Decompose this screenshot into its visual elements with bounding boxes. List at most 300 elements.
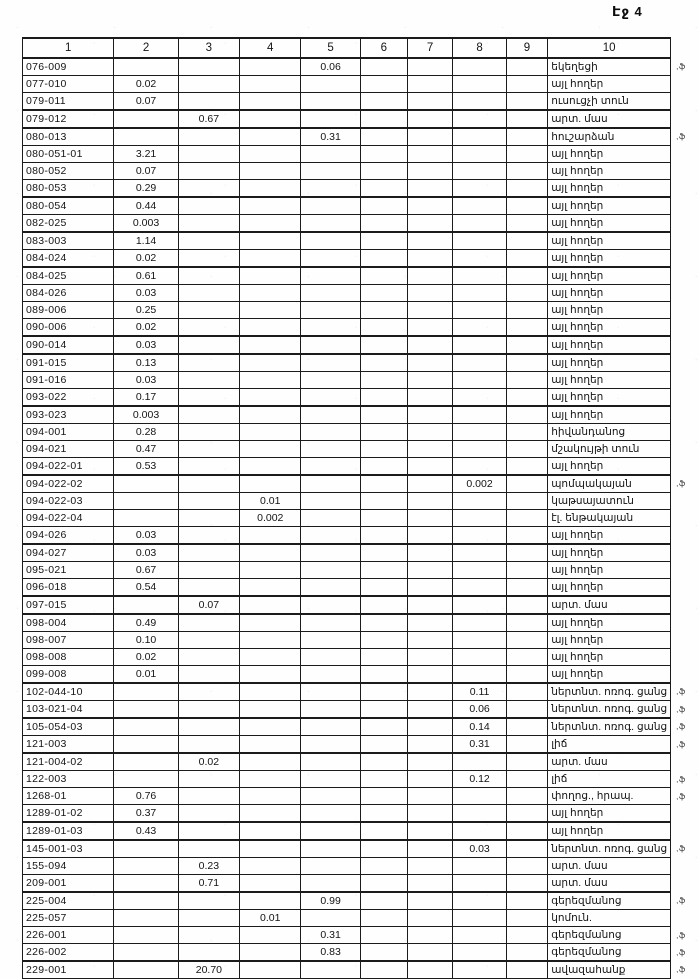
margin-note: ,ֆ <box>676 896 686 906</box>
column-header-1: 1 <box>23 38 114 58</box>
margin-note: ,ֆ <box>676 739 686 749</box>
parcel-code-cell: 094-001 <box>23 424 114 441</box>
area-value-cell <box>453 944 507 962</box>
area-value-cell <box>407 267 452 285</box>
area-value-cell <box>407 406 452 424</box>
area-value-cell <box>506 354 547 372</box>
table-row <box>23 632 699 649</box>
parcel-code-cell: 080-053 <box>23 180 114 198</box>
land-type-cell: այլ հողեր <box>548 302 671 319</box>
margin-note <box>671 319 699 337</box>
area-value-cell <box>407 250 452 268</box>
table-row <box>23 458 699 476</box>
area-value-cell <box>453 319 507 337</box>
land-type-cell: այլ հողեր <box>548 458 671 476</box>
area-value-cell <box>506 961 547 979</box>
area-value-cell <box>506 128 547 146</box>
land-type-cell: այլ հողեր <box>548 666 671 684</box>
area-value-cell <box>407 858 452 875</box>
parcel-code-cell: 094-022-04 <box>23 510 114 527</box>
area-value-cell <box>178 822 239 840</box>
area-value-cell: 0.31 <box>301 927 360 944</box>
area-value-cell <box>240 632 301 649</box>
land-type-cell: այլ հողեր <box>548 822 671 840</box>
land-type-cell: այլ հողեր <box>548 354 671 372</box>
table-row <box>23 232 699 250</box>
area-value-cell <box>453 892 507 910</box>
area-value-cell <box>301 475 360 493</box>
area-value-cell <box>360 215 407 233</box>
area-value-cell <box>360 562 407 579</box>
land-type-cell: հիվանդանոց <box>548 424 671 441</box>
parcel-code-cell: 094-027 <box>23 544 114 562</box>
area-value-cell <box>407 649 452 666</box>
area-value-cell <box>178 389 239 407</box>
area-value-cell <box>506 544 547 562</box>
table-row <box>23 58 699 76</box>
area-value-cell <box>506 649 547 666</box>
area-value-cell: 0.02 <box>114 649 178 666</box>
land-type-cell: ներտնտ. ոռոգ. ցանց <box>548 683 671 701</box>
area-value-cell <box>360 180 407 198</box>
area-value-cell <box>453 927 507 944</box>
area-value-cell <box>114 510 178 527</box>
area-value-cell <box>360 110 407 128</box>
area-value-cell: 0.06 <box>301 58 360 76</box>
area-value-cell <box>360 840 407 858</box>
area-value-cell <box>114 683 178 701</box>
area-value-cell: 0.99 <box>301 892 360 910</box>
area-value-cell <box>453 666 507 684</box>
area-value-cell <box>178 840 239 858</box>
area-value-cell <box>240 336 301 354</box>
area-value-cell <box>178 701 239 719</box>
area-value-cell <box>240 354 301 372</box>
area-value-cell <box>301 232 360 250</box>
area-value-cell <box>506 753 547 771</box>
parcel-code-cell: 091-015 <box>23 354 114 372</box>
area-value-cell <box>407 510 452 527</box>
area-value-cell <box>407 910 452 927</box>
area-value-cell <box>360 961 407 979</box>
land-type-cell: արտ. մաս <box>548 858 671 875</box>
area-value-cell: 0.003 <box>114 215 178 233</box>
area-value-cell <box>360 146 407 163</box>
area-value-cell <box>178 302 239 319</box>
area-value-cell <box>407 753 452 771</box>
parcel-code-cell: 091-016 <box>23 372 114 389</box>
area-value-cell: 0.01 <box>240 493 301 510</box>
table-row <box>23 197 699 215</box>
area-value-cell <box>506 319 547 337</box>
area-value-cell <box>506 632 547 649</box>
area-value-cell <box>360 892 407 910</box>
margin-note <box>671 267 699 285</box>
area-value-cell <box>240 875 301 893</box>
area-value-cell: 0.17 <box>114 389 178 407</box>
area-value-cell <box>506 683 547 701</box>
area-value-cell <box>360 544 407 562</box>
area-value-cell <box>407 76 452 93</box>
area-value-cell: 0.43 <box>114 822 178 840</box>
area-value-cell <box>178 128 239 146</box>
area-value-cell <box>407 614 452 632</box>
parcel-code-cell: 105-054-03 <box>23 718 114 736</box>
area-value-cell <box>178 232 239 250</box>
area-value-cell <box>114 892 178 910</box>
area-value-cell <box>360 614 407 632</box>
area-value-cell <box>240 58 301 76</box>
area-value-cell: 0.03 <box>114 527 178 545</box>
land-type-cell: այլ հողեր <box>548 76 671 93</box>
area-value-cell: 0.23 <box>178 858 239 875</box>
area-value-cell <box>240 146 301 163</box>
margin-note <box>671 406 699 424</box>
area-value-cell <box>453 493 507 510</box>
table-row <box>23 579 699 597</box>
area-value-cell <box>407 180 452 198</box>
area-value-cell <box>178 441 239 458</box>
area-value-cell <box>240 406 301 424</box>
area-value-cell <box>301 267 360 285</box>
land-type-cell: ավազահանք <box>548 961 671 979</box>
area-value-cell <box>407 128 452 146</box>
area-value-cell <box>301 76 360 93</box>
area-value-cell <box>360 527 407 545</box>
land-type-cell: լիճ <box>548 771 671 788</box>
table-row <box>23 805 699 823</box>
margin-note <box>671 389 699 407</box>
parcel-code-cell: 080-013 <box>23 128 114 146</box>
parcel-code-cell: 079-012 <box>23 110 114 128</box>
area-value-cell <box>178 666 239 684</box>
area-value-cell <box>301 163 360 180</box>
area-value-cell <box>301 285 360 302</box>
area-value-cell <box>178 475 239 493</box>
area-value-cell <box>301 579 360 597</box>
parcel-code-cell: 077-010 <box>23 76 114 93</box>
margin-note <box>671 146 699 163</box>
area-value-cell <box>360 354 407 372</box>
land-type-cell: այլ հողեր <box>548 649 671 666</box>
parcel-code-cell: 094-021 <box>23 441 114 458</box>
area-value-cell <box>301 649 360 666</box>
area-value-cell <box>360 441 407 458</box>
area-value-cell <box>407 892 452 910</box>
area-value-cell <box>301 632 360 649</box>
area-value-cell <box>360 58 407 76</box>
area-value-cell <box>360 76 407 93</box>
area-value-cell <box>506 475 547 493</box>
area-value-cell <box>360 579 407 597</box>
parcel-code-cell: 103-021-04 <box>23 701 114 719</box>
area-value-cell <box>407 354 452 372</box>
area-value-cell <box>301 493 360 510</box>
land-type-cell: այլ հողեր <box>548 579 671 597</box>
parcel-code-cell: 225-004 <box>23 892 114 910</box>
area-value-cell <box>407 718 452 736</box>
area-value-cell <box>360 319 407 337</box>
area-value-cell <box>506 163 547 180</box>
parcel-code-cell: 080-054 <box>23 197 114 215</box>
area-value-cell <box>240 180 301 198</box>
area-value-cell <box>453 354 507 372</box>
area-value-cell <box>453 910 507 927</box>
land-type-cell: այլ հողեր <box>548 527 671 545</box>
area-value-cell <box>360 683 407 701</box>
area-value-cell <box>506 302 547 319</box>
area-value-cell <box>178 458 239 476</box>
margin-note: ,ֆ <box>676 132 686 142</box>
margin-note <box>671 232 699 250</box>
area-value-cell <box>506 389 547 407</box>
land-type-cell: այլ հողեր <box>548 336 671 354</box>
area-value-cell <box>453 753 507 771</box>
area-value-cell <box>240 596 301 614</box>
parcel-code-cell: 076-009 <box>23 58 114 76</box>
area-value-cell <box>407 961 452 979</box>
area-value-cell <box>114 875 178 893</box>
land-type-cell: ուսուցչի տուն <box>548 93 671 111</box>
area-value-cell: 0.01 <box>240 910 301 927</box>
area-value-cell <box>301 441 360 458</box>
area-value-cell <box>178 354 239 372</box>
column-header-6: 6 <box>360 38 407 58</box>
area-value-cell <box>407 579 452 597</box>
area-value-cell <box>360 822 407 840</box>
area-value-cell: 0.14 <box>453 718 507 736</box>
area-value-cell <box>407 875 452 893</box>
parcel-code-cell: 122-003 <box>23 771 114 788</box>
area-value-cell: 0.54 <box>114 579 178 597</box>
area-value-cell <box>301 910 360 927</box>
area-value-cell <box>453 649 507 666</box>
area-value-cell <box>301 596 360 614</box>
parcel-code-cell: 097-015 <box>23 596 114 614</box>
area-value-cell <box>407 58 452 76</box>
margin-note <box>671 579 699 597</box>
area-value-cell <box>506 372 547 389</box>
area-value-cell <box>453 285 507 302</box>
area-value-cell <box>240 389 301 407</box>
area-value-cell <box>407 285 452 302</box>
area-value-cell <box>407 805 452 823</box>
area-value-cell <box>453 424 507 441</box>
area-value-cell <box>178 562 239 579</box>
land-type-cell: էլ. ենթակայան <box>548 510 671 527</box>
margin-note <box>671 424 699 441</box>
table-row <box>23 562 699 579</box>
area-value-cell <box>360 475 407 493</box>
area-value-cell <box>301 458 360 476</box>
table-row <box>23 372 699 389</box>
land-type-cell: այլ հողեր <box>548 562 671 579</box>
margin-note <box>671 93 699 111</box>
area-value-cell <box>178 510 239 527</box>
area-value-cell <box>301 197 360 215</box>
area-value-cell <box>453 215 507 233</box>
area-value-cell <box>506 822 547 840</box>
area-value-cell: 0.10 <box>114 632 178 649</box>
margin-note <box>671 250 699 268</box>
area-value-cell <box>407 441 452 458</box>
land-type-cell: այլ հողեր <box>548 285 671 302</box>
area-value-cell <box>178 197 239 215</box>
area-value-cell <box>407 666 452 684</box>
area-value-cell <box>453 336 507 354</box>
area-value-cell <box>178 771 239 788</box>
area-value-cell: 0.53 <box>114 458 178 476</box>
area-value-cell <box>506 875 547 893</box>
area-value-cell <box>301 319 360 337</box>
margin-spacer <box>671 38 699 58</box>
column-header-7: 7 <box>407 38 452 58</box>
land-type-cell: այլ հողեր <box>548 389 671 407</box>
area-value-cell <box>360 910 407 927</box>
area-value-cell: 0.44 <box>114 197 178 215</box>
area-value-cell <box>506 840 547 858</box>
area-value-cell <box>240 424 301 441</box>
margin-note: ,ֆ <box>676 62 686 72</box>
parcel-code-cell: 1289-01-03 <box>23 822 114 840</box>
area-value-cell <box>506 250 547 268</box>
area-value-cell <box>407 302 452 319</box>
land-type-cell: ներտնտ. ոռոգ. ցանց <box>548 840 671 858</box>
area-value-cell <box>301 614 360 632</box>
area-value-cell: 0.07 <box>114 163 178 180</box>
area-value-cell <box>407 596 452 614</box>
area-value-cell <box>360 858 407 875</box>
area-value-cell <box>360 250 407 268</box>
land-type-cell: այլ հողեր <box>548 250 671 268</box>
area-value-cell <box>178 527 239 545</box>
area-value-cell <box>360 753 407 771</box>
area-value-cell <box>506 406 547 424</box>
area-value-cell <box>407 475 452 493</box>
area-value-cell <box>407 944 452 962</box>
area-value-cell: 0.02 <box>114 250 178 268</box>
area-value-cell <box>301 718 360 736</box>
margin-note <box>671 163 699 180</box>
area-value-cell <box>453 614 507 632</box>
parcel-code-cell: 226-002 <box>23 944 114 962</box>
table-row <box>23 596 699 614</box>
land-type-cell: կոմուն. <box>548 910 671 927</box>
area-value-cell: 0.03 <box>114 544 178 562</box>
area-value-cell <box>407 319 452 337</box>
area-value-cell <box>178 632 239 649</box>
area-value-cell <box>114 128 178 146</box>
table-row <box>23 302 699 319</box>
area-value-cell <box>453 544 507 562</box>
area-value-cell <box>114 58 178 76</box>
margin-note <box>671 910 699 927</box>
area-value-cell <box>240 128 301 146</box>
land-type-cell: գերեզմանոց <box>548 944 671 962</box>
area-value-cell <box>178 579 239 597</box>
area-value-cell <box>360 336 407 354</box>
land-type-cell: այլ հողեր <box>548 544 671 562</box>
area-value-cell <box>506 232 547 250</box>
area-value-cell <box>114 701 178 719</box>
area-value-cell <box>407 197 452 215</box>
area-value-cell <box>453 510 507 527</box>
margin-note <box>671 632 699 649</box>
area-value-cell <box>240 250 301 268</box>
area-value-cell <box>301 372 360 389</box>
area-value-cell: 0.03 <box>453 840 507 858</box>
area-value-cell <box>506 76 547 93</box>
parcel-code-cell: 229-001 <box>23 961 114 979</box>
area-value-cell: 0.02 <box>114 76 178 93</box>
area-value-cell <box>240 788 301 805</box>
area-value-cell <box>453 805 507 823</box>
area-value-cell <box>301 788 360 805</box>
land-type-cell: այլ հողեր <box>548 163 671 180</box>
area-value-cell <box>407 822 452 840</box>
area-value-cell <box>407 336 452 354</box>
area-value-cell <box>178 649 239 666</box>
land-type-cell: փողոց., հրապ. <box>548 788 671 805</box>
area-value-cell <box>114 753 178 771</box>
area-value-cell <box>240 562 301 579</box>
margin-note: ,ֆ <box>676 930 686 940</box>
parcel-code-cell: 089-006 <box>23 302 114 319</box>
area-value-cell <box>240 302 301 319</box>
land-type-cell: հուշարձան <box>548 128 671 146</box>
table-row <box>23 146 699 163</box>
parcel-code-cell: 1289-01-02 <box>23 805 114 823</box>
area-value-cell <box>453 822 507 840</box>
area-value-cell: 0.002 <box>453 475 507 493</box>
area-value-cell <box>240 840 301 858</box>
margin-note <box>671 110 699 128</box>
area-value-cell <box>453 163 507 180</box>
land-type-cell: արտ. մաս <box>548 596 671 614</box>
area-value-cell <box>114 910 178 927</box>
land-type-cell: գերեզմանոց <box>548 927 671 944</box>
area-value-cell: 0.03 <box>114 336 178 354</box>
land-type-cell: մշակույթի տուն <box>548 441 671 458</box>
area-value-cell <box>301 683 360 701</box>
area-value-cell: 0.31 <box>301 128 360 146</box>
area-value-cell: 0.71 <box>178 875 239 893</box>
parcel-code-cell: 082-025 <box>23 215 114 233</box>
table-row <box>23 406 699 424</box>
table-row <box>23 110 699 128</box>
area-value-cell <box>240 372 301 389</box>
area-value-cell <box>301 822 360 840</box>
area-value-cell <box>240 232 301 250</box>
margin-note: ,ֆ <box>676 947 686 957</box>
area-value-cell <box>301 805 360 823</box>
area-value-cell <box>240 441 301 458</box>
area-value-cell <box>301 701 360 719</box>
margin-note <box>671 76 699 93</box>
margin-note: ,ֆ <box>676 774 686 784</box>
parcel-code-cell: 083-003 <box>23 232 114 250</box>
margin-note <box>671 441 699 458</box>
table-row <box>23 76 699 93</box>
area-value-cell: 0.29 <box>114 180 178 198</box>
table-row <box>23 475 699 493</box>
area-value-cell <box>178 718 239 736</box>
area-value-cell: 0.06 <box>453 701 507 719</box>
area-value-cell <box>407 771 452 788</box>
area-value-cell <box>240 649 301 666</box>
area-value-cell: 0.11 <box>453 683 507 701</box>
area-value-cell <box>506 458 547 476</box>
